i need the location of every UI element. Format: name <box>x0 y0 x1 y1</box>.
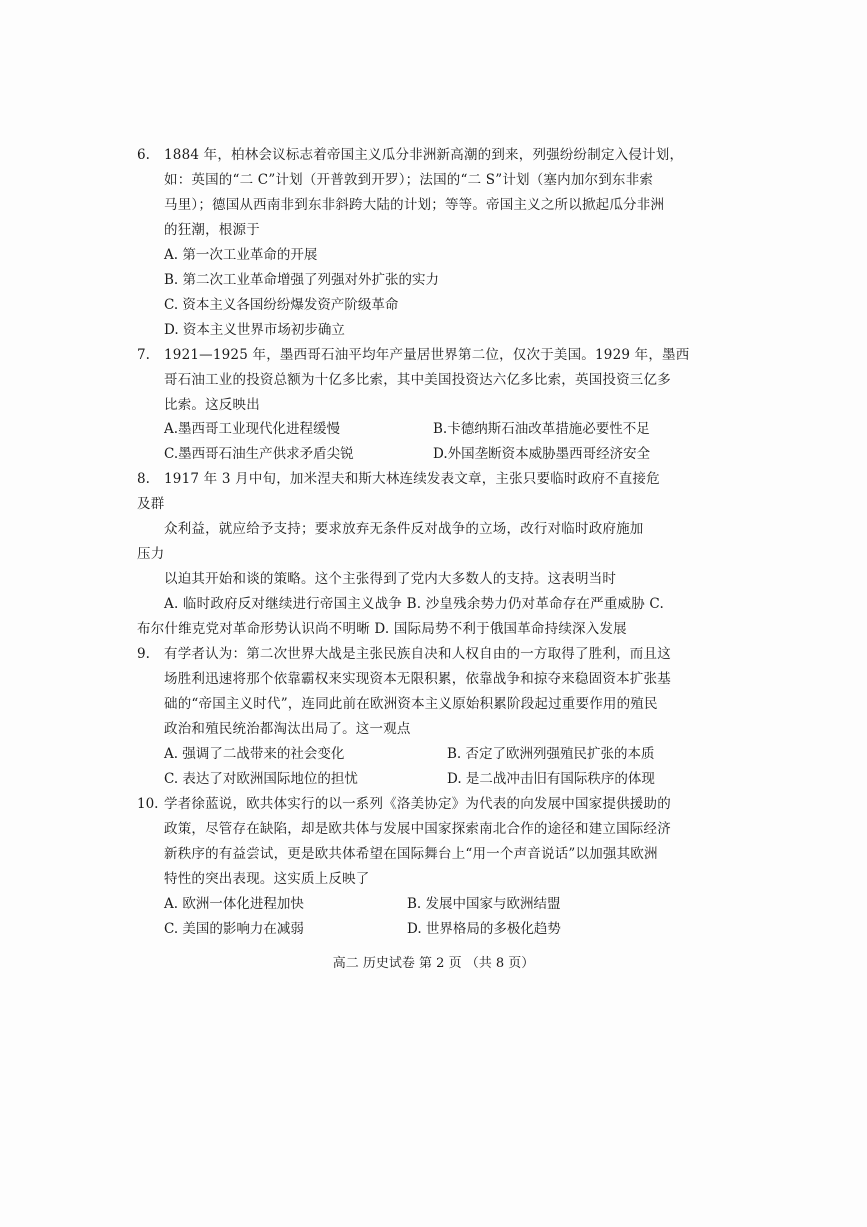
question-text-line: 场胜利迅速将那个依靠霸权来实现资本无限积累，依靠战争和掠夺来稳固资本扩张基 <box>164 671 671 687</box>
option-a: A. 强调了二战带来的社会变化 <box>164 746 345 762</box>
question-number: 9. <box>137 646 150 662</box>
option-c: C. 资本主义各国纷纷爆发资产阶级革命 <box>164 297 399 313</box>
option-c: C. 表达了对欧洲国际地位的担忧 <box>164 771 358 787</box>
option-c: C.墨西哥石油生产供求矛盾尖锐 <box>164 446 354 462</box>
question-text-line: 政策，尽管存在缺陷，却是欧共体与发展中国家探索南北合作的途径和建立国际经济 <box>164 821 671 837</box>
question-text-line: 如：英国的“二 C”计划（开普敦到开罗）；法国的“二 S”计划（塞内加尔到东非索 <box>164 172 654 188</box>
question-text-line: 有学者认为：第二次世界大战是主张民族自决和人权自由的一方取得了胜利，而且这 <box>164 646 671 662</box>
option-a: A. 欧洲一体化进程加快 <box>164 896 304 912</box>
option-b: B. 发展中国家与欧洲结盟 <box>407 896 561 912</box>
question-text-line: 众利益，就应给予支持；要求放弃无条件反对战争的立场，改行对临时政府施加 <box>164 521 644 537</box>
question-text-line: 以迫其开始和谈的策略。这个主张得到了党内大多数人的支持。这表明当时 <box>164 571 617 587</box>
question-text-line: 1921—1925 年，墨西哥石油平均年产量居世界第二位，仅次于美国。1929 年，墨西 <box>164 347 690 363</box>
question-text-line: 学者徐蓝说，欧共体实行的以一系列《洛美协定》为代表的向发展中国家提供援助的 <box>164 796 671 812</box>
question-text-line: 压力 <box>137 546 165 562</box>
question-text-line: 新秩序的有益尝试，更是欧共体希望在国际舞台上“用一个声音说话”以加强其欧洲 <box>164 846 658 862</box>
option-d: D. 世界格局的多极化趋势 <box>407 921 561 937</box>
option-b: B. 第二次工业革命增强了列强对外扩张的实力 <box>164 272 440 288</box>
option-a: A. 第一次工业革命的开展 <box>164 247 318 263</box>
question-number: 6. <box>137 147 150 163</box>
option-c: C. 美国的影响力在减弱 <box>164 921 304 937</box>
question-text-line: 比索。这反映出 <box>164 397 260 413</box>
option-b: B.卡德纳斯石油改革措施必要性不足 <box>433 421 650 437</box>
question-number: 8. <box>137 471 150 487</box>
question-text-line: 的狂潮，根源于 <box>164 222 260 238</box>
question-text-line: 马里）；德国从西南非到东非斜跨大陆的计划；等等。帝国主义之所以掀起瓜分非洲 <box>164 197 665 213</box>
question-text-line: 础的“帝国主义时代”，连同此前在欧洲资本主义原始积累阶段起过重要作用的殖民 <box>164 696 658 712</box>
option-a: A.墨西哥工业现代化进程缓慢 <box>164 421 341 437</box>
question-text-line: 哥石油工业的投资总额为十亿多比索，其中美国投资达六亿多比索，英国投资三亿多 <box>164 372 671 388</box>
question-text-line: 及群 <box>137 496 165 512</box>
question-number: 7. <box>137 347 150 363</box>
question-text-line: 1884 年，柏林会议标志着帝国主义瓜分非洲新高潮的到来，列强纷纷制定入侵计划， <box>164 147 684 163</box>
option-d: D.外国垄断资本威胁墨西哥经济安全 <box>433 446 651 462</box>
option-d: D. 资本主义世界市场初步确立 <box>164 322 345 338</box>
question-options-line: A. 临时政府反对继续进行帝国主义战争 B. 沙皇残余势力仍对革命存在严重威胁 C. <box>164 596 664 612</box>
option-d: D. 是二战冲击旧有国际秩序的体现 <box>447 771 655 787</box>
page-footer: 高二 历史试卷 第 2 页 （共 8 页） <box>332 956 535 971</box>
question-options-line: 布尔什维克党对革命形势认识尚不明晰 D. 国际局势不利于俄国革命持续深入发展 <box>137 621 627 637</box>
question-text-line: 1917 年 3 月中旬，加米涅夫和斯大林连续发表文章，主张只要临时政府不直接危 <box>164 471 660 487</box>
question-text-line: 特性的突出表现。这实质上反映了 <box>164 871 370 887</box>
question-text-line: 政治和殖民统治都淘汰出局了。这一观点 <box>164 721 411 737</box>
option-b: B. 否定了欧洲列强殖民扩张的本质 <box>447 746 655 762</box>
question-number: 10. <box>137 796 159 812</box>
